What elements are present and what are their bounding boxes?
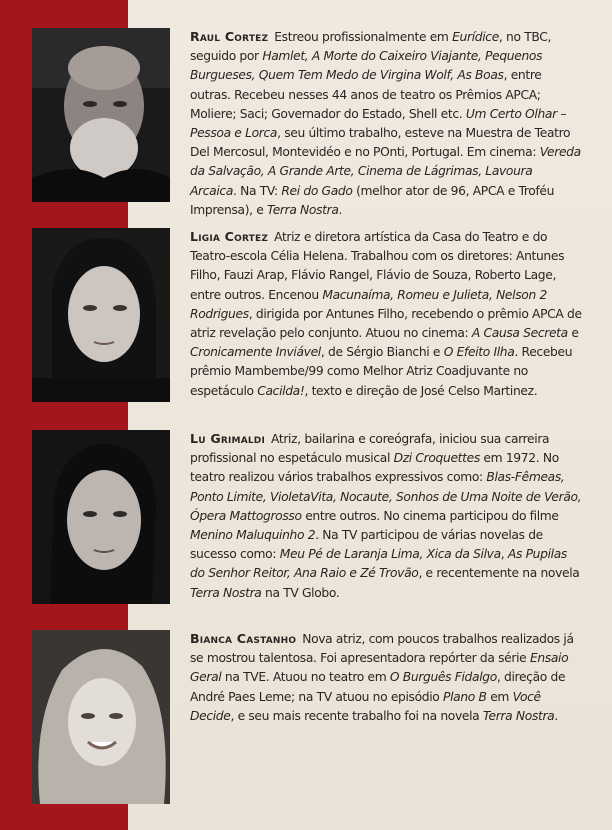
- bio-text-run: e: [567, 326, 579, 341]
- portrait-photo-lu-grimaldi: [32, 430, 170, 604]
- bio-text-run: Nova atriz, com poucos trabalhos realizados já se mostrou talentosa. Foi apresentadora repórter da série: [190, 632, 574, 666]
- bio-text: [190, 30, 581, 217]
- bio-text: [190, 230, 582, 398]
- italic-title: A Causa Secreta: [471, 326, 568, 341]
- italic-title: Macunaíma, Romeu e Julieta, Nelson 2 Rodrigues: [190, 287, 547, 321]
- italic-title: Menino Maluquinho 2: [190, 528, 316, 543]
- bio-text-run: ,: [500, 547, 508, 562]
- italic-title: Cronicamente Inviável: [190, 345, 321, 360]
- bio-text-run: , texto e direção de José Celso Martinez.: [304, 383, 538, 398]
- person-name: Lu Grimaldi: [190, 431, 266, 446]
- bio-text-run: Atriz e diretora artística da Casa do Teatro e do Teatro-escola Célia Helena. Trabalhou com os diretores: Antunes Filho, Fauzi Arap, Flávio Rangel, Flávio de Souza, Roberto Lage, entre outros. Encenou: [190, 230, 565, 302]
- bio-text-run: , dirigida por Antunes Filho, recebendo o prêmio APCA de atriz revelação pelo conjunto. Atuou no cinema:: [190, 306, 582, 341]
- italic-title: Cacilda!: [257, 383, 305, 398]
- person-name: Ligia Cortez: [190, 229, 269, 244]
- bio-text: [190, 432, 581, 600]
- italic-title: Um Certo Olhar – Pessoa e Lorca: [190, 106, 567, 141]
- bio-text-run: em: [486, 689, 513, 704]
- italic-title: O Burguês Fidalgo: [389, 670, 497, 685]
- bio-text-run: . Na TV:: [233, 183, 282, 198]
- italic-title: Eurídice: [452, 30, 499, 44]
- portrait-woman-short-hair-icon: [32, 430, 170, 604]
- bio-paragraph: [190, 227, 582, 401]
- bio-paragraph: [190, 429, 582, 603]
- italic-title: O Efeito Ilha: [443, 345, 515, 360]
- bio-text-run: na TV Globo.: [261, 585, 340, 600]
- bio-text-run: (melhor ator de 96, APCA e Troféu Imprensa), e: [190, 183, 555, 217]
- italic-title: Você Decide: [190, 689, 541, 723]
- portrait-woman-dark-hair-icon: [32, 228, 170, 402]
- person-name: Raul Cortez: [190, 29, 269, 44]
- bio-text-run: Atriz, bailarina e coreógrafa, iniciou sua carreira profissional no espetáculo musical: [190, 432, 550, 466]
- italic-title: Dzi Croquettes: [393, 451, 480, 466]
- italic-title: Blas-Fêmeas, Ponto Limite, VioletaVita, Nocaute, Sonhos de Uma Noite de Verão, Ópera Mattogrosso: [190, 470, 582, 523]
- italic-title: Terra Nostra: [482, 708, 555, 723]
- bio-paragraph: [190, 629, 582, 726]
- italic-title: Vereda da Salvação, A Grande Arte, Cinema de Lágrimas, Lavoura Arcaica: [190, 145, 581, 198]
- italic-title: Rei do Gado: [281, 183, 353, 198]
- italic-title: Meu Pé de Laranja Lima, Xica da Silva: [279, 547, 501, 562]
- bio-text-run: , entre outras. Recebeu nesses 44 anos de teatro os Prêmios APCA; Moliere; Saci; Governador do Estado, Shell etc.: [190, 68, 542, 121]
- portrait-photo-bianca-castanho: [32, 630, 170, 804]
- bio-text-run: entre outros. No cinema participou do filme: [301, 508, 559, 523]
- bio-text-run: , seu último trabalho, esteve na Muestra de Teatro Del Mercosul, Montevidéo e no POnti, Portugal. Em cinema:: [190, 126, 571, 160]
- bio-text-run: , e recentemente na novela: [418, 566, 580, 581]
- portrait-woman-curly-blonde-icon: [32, 630, 170, 804]
- portrait-photo-raul-cortez: [32, 28, 170, 202]
- italic-title: Hamlet, A Morte do Caixeiro Viajante, Pequenos Burgueses, Quem Tem Medo de Virgina Wolf, As Boas: [190, 49, 543, 83]
- bio-text-run: , de Sérgio Bianchi e: [320, 345, 444, 360]
- bio-text-run: , no TBC, seguido por: [190, 30, 552, 64]
- italic-title: Terra Nostra: [190, 585, 262, 600]
- bio-text-run: .: [338, 202, 343, 217]
- portrait-bearded-man-icon: [32, 28, 170, 202]
- person-name: Bianca Castanho: [190, 631, 297, 646]
- bio-text-run: em 1972. No teatro realizou vários trabalhos expressivos como:: [190, 451, 559, 485]
- bio-text-run: , direção de André Paes Leme; na TV atuou no episódio: [190, 670, 566, 704]
- bio-text-run: . Na TV participou de várias novelas de sucesso como:: [190, 528, 543, 562]
- bio-text-run: na TVE. Atuou no teatro em: [221, 670, 390, 685]
- bio-text-run: , e seu mais recente trabalho foi na novela: [230, 708, 483, 723]
- italic-title: Plano B: [443, 689, 487, 704]
- italic-title: Terra Nostra: [267, 202, 339, 217]
- bio-text-run: Estreou profissionalmente em: [274, 30, 453, 44]
- bio-text-run: .: [554, 708, 558, 723]
- bio-paragraph: [190, 27, 582, 220]
- italic-title: As Pupilas do Senhor Reitor, Ana Raio e Zé Trovão: [190, 547, 567, 581]
- italic-title: Ensaio Geral: [190, 651, 569, 685]
- bio-text-run: . Recebeu prêmio Mambembe/99 como Melhor Atriz Coadjuvante no espetáculo: [190, 345, 573, 398]
- portrait-photo-ligia-cortez: [32, 228, 170, 402]
